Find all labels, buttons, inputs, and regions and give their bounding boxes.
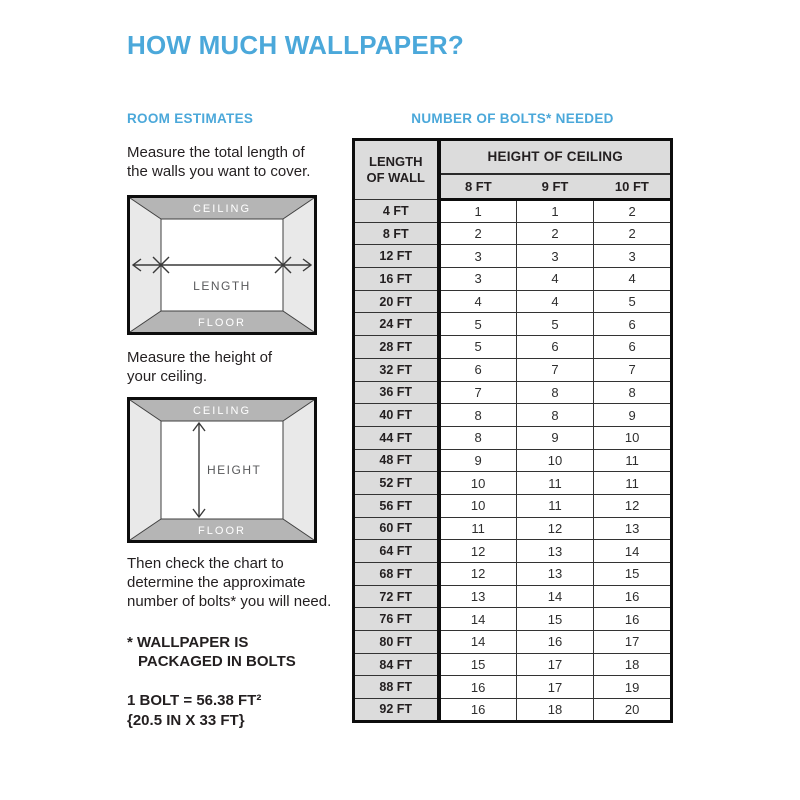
bolt-count-cell: 17 [516, 676, 594, 699]
row-label: 80 FT [354, 631, 439, 654]
bolt-count-cell: 17 [594, 631, 672, 654]
bolt-count-cell: 7 [516, 358, 594, 381]
footnote-line2: PACKAGED IN BOLTS [138, 653, 296, 670]
bolt-count-cell: 18 [594, 653, 672, 676]
row-label: 88 FT [354, 676, 439, 699]
floor-label: FLOOR [198, 317, 246, 329]
room-height-diagram [127, 397, 317, 543]
table-row [354, 449, 672, 472]
row-label: 8 FT [354, 222, 439, 245]
bolt-count-cell: 16 [439, 676, 517, 699]
table-row [354, 585, 672, 608]
bolt-count-cell: 4 [516, 290, 594, 313]
bolt-count-cell: 2 [516, 222, 594, 245]
col-header-9ft: 9 FT [516, 174, 594, 200]
bolt-count-cell: 7 [439, 381, 517, 404]
bolt-count-cell: 12 [594, 494, 672, 517]
instruction-chart-line2: determine the approximate [127, 574, 306, 591]
bolt-count-cell: 12 [516, 517, 594, 540]
bolt-count-cell: 5 [516, 313, 594, 336]
bolt-size-line2: {20.5 IN X 33 FT} [127, 712, 245, 729]
table-row [354, 381, 672, 404]
row-label: 12 FT [354, 245, 439, 268]
col-header-10ft: 10 FT [594, 174, 672, 200]
bolt-count-cell: 11 [516, 472, 594, 495]
row-label: 40 FT [354, 404, 439, 427]
row-label: 32 FT [354, 358, 439, 381]
bolt-count-cell: 11 [516, 494, 594, 517]
row-label: 36 FT [354, 381, 439, 404]
table-row [354, 313, 672, 336]
col-header-8ft: 8 FT [439, 174, 517, 200]
bolt-count-cell: 12 [439, 563, 517, 586]
instruction-height-line2: your ceiling. [127, 368, 208, 385]
table-row [354, 517, 672, 540]
footnote-line1: * WALLPAPER IS [127, 634, 249, 651]
bolt-count-cell: 4 [594, 268, 672, 291]
bolt-count-cell: 14 [439, 608, 517, 631]
bolt-size-info [127, 691, 261, 731]
room-length-diagram [127, 195, 317, 335]
row-label: 64 FT [354, 540, 439, 563]
bolt-count-cell: 16 [516, 631, 594, 654]
room-estimates-heading: ROOM ESTIMATES [127, 111, 254, 126]
bolt-count-cell: 12 [439, 540, 517, 563]
instruction-chart [127, 554, 331, 611]
bolt-count-cell: 16 [594, 585, 672, 608]
bolt-count-cell: 4 [516, 268, 594, 291]
bolt-count-cell: 8 [594, 381, 672, 404]
bolt-count-cell: 13 [439, 585, 517, 608]
row-label: 52 FT [354, 472, 439, 495]
instruction-chart-line3: number of bolts* you will need. [127, 593, 332, 610]
bolt-count-cell: 10 [516, 449, 594, 472]
table-row [354, 608, 672, 631]
table-row [354, 404, 672, 427]
bolt-count-cell: 5 [439, 313, 517, 336]
bolt-count-cell: 17 [516, 653, 594, 676]
bolt-count-cell: 6 [594, 336, 672, 359]
bolt-size-line1: 1 BOLT = 56.38 FT² [127, 692, 262, 709]
table-row [354, 290, 672, 313]
instruction-height-line1: Measure the height of [127, 349, 273, 366]
bolt-count-cell: 8 [516, 381, 594, 404]
row-label: 60 FT [354, 517, 439, 540]
bolt-count-cell: 16 [594, 608, 672, 631]
table-row [354, 245, 672, 268]
row-label: 48 FT [354, 449, 439, 472]
bolt-count-cell: 3 [516, 245, 594, 268]
bolt-count-cell: 14 [439, 631, 517, 654]
bolt-count-cell: 8 [439, 404, 517, 427]
bolts-table-body [354, 200, 672, 722]
bolt-count-cell: 6 [516, 336, 594, 359]
row-label: 84 FT [354, 653, 439, 676]
bolt-count-cell: 8 [516, 404, 594, 427]
bolt-count-cell: 13 [516, 563, 594, 586]
bolt-count-cell: 2 [594, 200, 672, 223]
table-row [354, 563, 672, 586]
bolt-count-cell: 9 [594, 404, 672, 427]
bolt-count-cell: 3 [439, 245, 517, 268]
table-row [354, 699, 672, 722]
bolt-count-cell: 5 [594, 290, 672, 313]
bolt-count-cell: 13 [516, 540, 594, 563]
floor-label: FLOOR [198, 525, 246, 537]
length-dim-label: LENGTH [193, 279, 251, 293]
bolt-count-cell: 9 [439, 449, 517, 472]
bolt-count-cell: 13 [594, 517, 672, 540]
bolts-table-title: NUMBER OF BOLTS* NEEDED [411, 111, 614, 126]
bolt-count-cell: 15 [516, 608, 594, 631]
bolts-table-container [352, 138, 673, 723]
bolt-count-cell: 19 [594, 676, 672, 699]
room-height-svg [127, 397, 317, 543]
bolt-count-cell: 15 [439, 653, 517, 676]
page-title: HOW MUCH WALLPAPER? [127, 30, 464, 60]
row-label: 16 FT [354, 268, 439, 291]
table-row [354, 200, 672, 223]
row-label: 20 FT [354, 290, 439, 313]
bolt-count-cell: 11 [439, 517, 517, 540]
bolt-count-cell: 18 [516, 699, 594, 722]
table-row [354, 472, 672, 495]
bolt-count-cell: 2 [439, 222, 517, 245]
bolt-count-cell: 8 [439, 426, 517, 449]
bolt-count-cell: 10 [439, 494, 517, 517]
bolt-count-cell: 1 [439, 200, 517, 223]
bolt-count-cell: 7 [594, 358, 672, 381]
bolt-count-cell: 1 [516, 200, 594, 223]
table-row [354, 540, 672, 563]
row-label: 72 FT [354, 585, 439, 608]
height-dim-label: HEIGHT [207, 463, 262, 477]
table-row [354, 358, 672, 381]
bolt-count-cell: 3 [594, 245, 672, 268]
table-row [354, 426, 672, 449]
table-row [354, 222, 672, 245]
room-length-svg [127, 195, 317, 335]
bolts-table [352, 138, 673, 723]
bolt-count-cell: 16 [439, 699, 517, 722]
bolt-count-cell: 14 [594, 540, 672, 563]
row-label: 28 FT [354, 336, 439, 359]
table-row [354, 653, 672, 676]
row-label: 76 FT [354, 608, 439, 631]
row-label: 44 FT [354, 426, 439, 449]
instruction-length [127, 143, 310, 181]
bolt-count-cell: 15 [594, 563, 672, 586]
bolt-count-cell: 9 [516, 426, 594, 449]
bolt-count-cell: 2 [594, 222, 672, 245]
wallpaper-footnote [127, 633, 296, 671]
bolt-count-cell: 10 [439, 472, 517, 495]
table-row [354, 336, 672, 359]
bolt-count-cell: 4 [439, 290, 517, 313]
bolt-count-cell: 10 [594, 426, 672, 449]
row-label: 56 FT [354, 494, 439, 517]
bolt-count-cell: 6 [594, 313, 672, 336]
length-of-wall-header: LENGTH OF WALL [354, 140, 439, 200]
height-of-ceiling-header: HEIGHT OF CEILING [439, 140, 672, 174]
instruction-chart-line1: Then check the chart to [127, 555, 284, 572]
bolt-count-cell: 11 [594, 472, 672, 495]
table-row [354, 676, 672, 699]
row-label: 4 FT [354, 200, 439, 223]
bolt-count-cell: 11 [594, 449, 672, 472]
instruction-height [127, 348, 272, 386]
bolt-count-cell: 6 [439, 358, 517, 381]
bolt-count-cell: 5 [439, 336, 517, 359]
table-row [354, 494, 672, 517]
bolt-count-cell: 14 [516, 585, 594, 608]
ceiling-label: CEILING [192, 405, 252, 417]
ceiling-label: CEILING [192, 203, 252, 215]
table-row [354, 631, 672, 654]
instruction-length-line1: Measure the total length of [127, 144, 305, 161]
row-label: 68 FT [354, 563, 439, 586]
bolt-count-cell: 20 [594, 699, 672, 722]
row-label: 24 FT [354, 313, 439, 336]
row-label: 92 FT [354, 699, 439, 722]
bolt-count-cell: 3 [439, 268, 517, 291]
table-row [354, 268, 672, 291]
instruction-length-line2: the walls you want to cover. [127, 163, 311, 180]
